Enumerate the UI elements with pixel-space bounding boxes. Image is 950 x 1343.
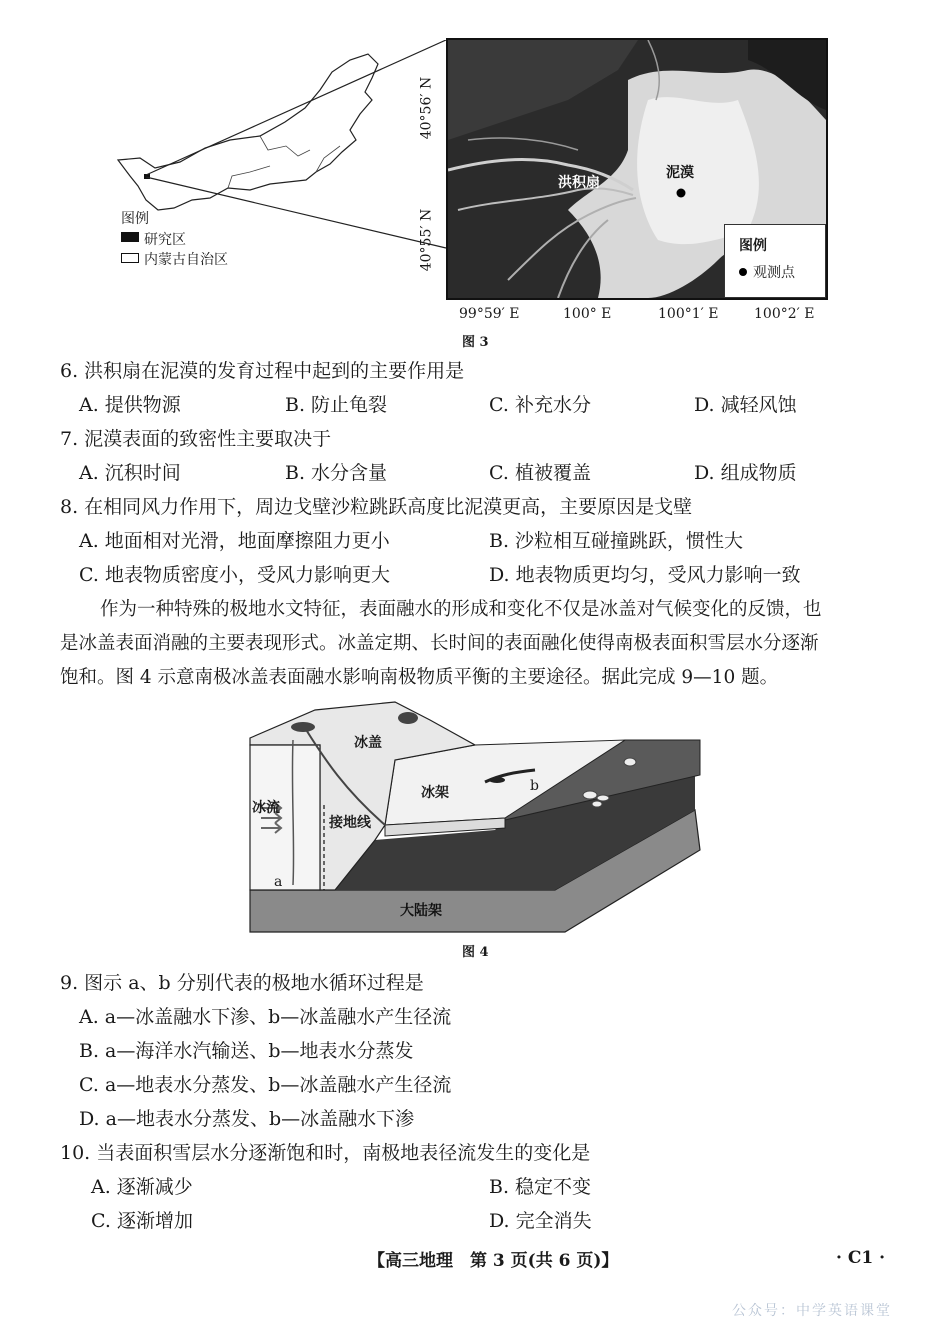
inset-legend — [724, 224, 826, 298]
question-9-option-d[interactable]: D. a—地表水分蒸发、b—冰盖融水下渗 — [79, 1108, 415, 1130]
question-6-stem: 6. 洪积扇在泥漠的发育过程中起到的主要作用是 — [60, 360, 465, 382]
ice-cap-front — [250, 745, 320, 890]
passage-line-1: 作为一种特殊的极地水文特征，表面融水的形成和变化不仅是冰盖对气候变化的反馈，也 — [100, 599, 822, 620]
leader-line-bottom — [146, 177, 446, 248]
legend-region-label: 内蒙古自治区 — [144, 252, 228, 268]
label-mud-desert: 泥漠 — [666, 165, 694, 181]
question-6-option-c[interactable]: C. 补充水分 — [489, 394, 591, 416]
passage-line-3: 饱和。图 4 示意南极冰盖表面融水影响南极物质平衡的主要途径。据此完成 9—10 题。 — [60, 667, 779, 688]
inner-mongolia-outline — [118, 54, 378, 210]
legend-title: 图例 — [121, 211, 149, 227]
question-8-option-b[interactable]: B. 沙粒相互碰撞跳跃，惯性大 — [489, 530, 744, 552]
question-8-stem: 8. 在相同风力作用下，周边戈壁沙粒跳跃高度比泥漠更高，主要原因是戈壁 — [60, 496, 693, 518]
inset-legend-dot — [739, 268, 747, 276]
question-8-option-c[interactable]: C. 地表物质密度小，受风力影响更大 — [79, 564, 390, 586]
question-6-option-a[interactable]: A. 提供物源 — [79, 394, 181, 416]
inner-mongolia-map — [110, 40, 455, 250]
question-7-stem: 7. 泥漠表面的致密性主要取决于 — [60, 428, 332, 450]
question-10-option-d[interactable]: D. 完全消失 — [489, 1210, 592, 1232]
question-7-option-d[interactable]: D. 组成物质 — [694, 462, 797, 484]
label-ice-shelf: 冰架 — [421, 785, 449, 801]
question-9-stem: 9. 图示 a、b 分别代表的极地水循环过程是 — [60, 972, 424, 994]
question-7-option-c[interactable]: C. 植被覆盖 — [489, 462, 591, 484]
lon-tick-1: 99°59′ E — [459, 306, 520, 322]
label-alluvial-fan: 洪积扇 — [558, 175, 600, 191]
question-7-option-b[interactable]: B. 水分含量 — [285, 462, 388, 484]
label-continental-shelf: 大陆架 — [400, 903, 442, 919]
label-ice-flow: 冰流 — [252, 800, 280, 816]
lon-tick-3: 100°1′ E — [658, 306, 719, 322]
lon-tick-2: 100° E — [563, 306, 612, 322]
label-ice-cap: 冰盖 — [354, 735, 382, 751]
question-7-option-a[interactable]: A. 沉积时间 — [79, 462, 181, 484]
figure-4-caption: 图 4 — [462, 945, 489, 960]
question-6-option-d[interactable]: D. 减轻风蚀 — [694, 394, 797, 416]
question-10-option-c[interactable]: C. 逐渐增加 — [91, 1210, 193, 1232]
question-9-option-c[interactable]: C. a—地表水分蒸发、b—冰盖融水产生径流 — [79, 1074, 452, 1096]
figure-3-caption: 图 3 — [462, 335, 489, 350]
lat-label-bottom: 40°55′ N — [418, 208, 435, 272]
satellite-image — [446, 38, 828, 300]
question-6-option-b[interactable]: B. 防止龟裂 — [285, 394, 388, 416]
legend-region-swatch — [121, 253, 139, 263]
observation-point — [677, 189, 686, 198]
question-10-option-b[interactable]: B. 稳定不变 — [489, 1176, 592, 1198]
question-8-option-d[interactable]: D. 地表物质更均匀，受风力影响一致 — [489, 564, 801, 586]
label-grounding-line: 接地线 — [329, 815, 371, 831]
question-8-option-a[interactable]: A. 地面相对光滑，地面摩擦阻力更小 — [79, 530, 390, 552]
question-9-option-b[interactable]: B. a—海洋水汽输送、b—地表水分蒸发 — [79, 1040, 414, 1062]
inset-legend-title: 图例 — [739, 238, 767, 254]
lon-tick-4: 100°2′ E — [754, 306, 815, 322]
lat-label-top: 40°56′ N — [418, 76, 435, 140]
inset-legend-point-label: 观测点 — [753, 265, 795, 281]
question-10-stem: 10. 当表面积雪层水分逐渐饱和时，南极地表径流发生的变化是 — [60, 1142, 591, 1164]
legend-study-swatch — [121, 232, 139, 242]
ice-sheet-block-diagram — [245, 700, 705, 938]
label-b: b — [530, 778, 539, 794]
question-10-option-a[interactable]: A. 逐渐减少 — [91, 1176, 193, 1198]
label-a: a — [274, 874, 283, 890]
passage-line-2: 是冰盖表面消融的主要表现形式。冰盖定期、长时间的表面融化使得南极表面积雪层水分逐渐 — [60, 633, 819, 654]
question-9-option-a[interactable]: A. a—冰盖融水下渗、b—冰盖融水产生径流 — [79, 1006, 452, 1028]
watermark: 公众号：中学英语课堂 — [732, 1303, 892, 1319]
legend-study-label: 研究区 — [144, 232, 186, 248]
page-code: · C1 · — [836, 1248, 886, 1268]
page-footer: 【高三地理 第 3 页(共 6 页)】 — [368, 1251, 619, 1271]
